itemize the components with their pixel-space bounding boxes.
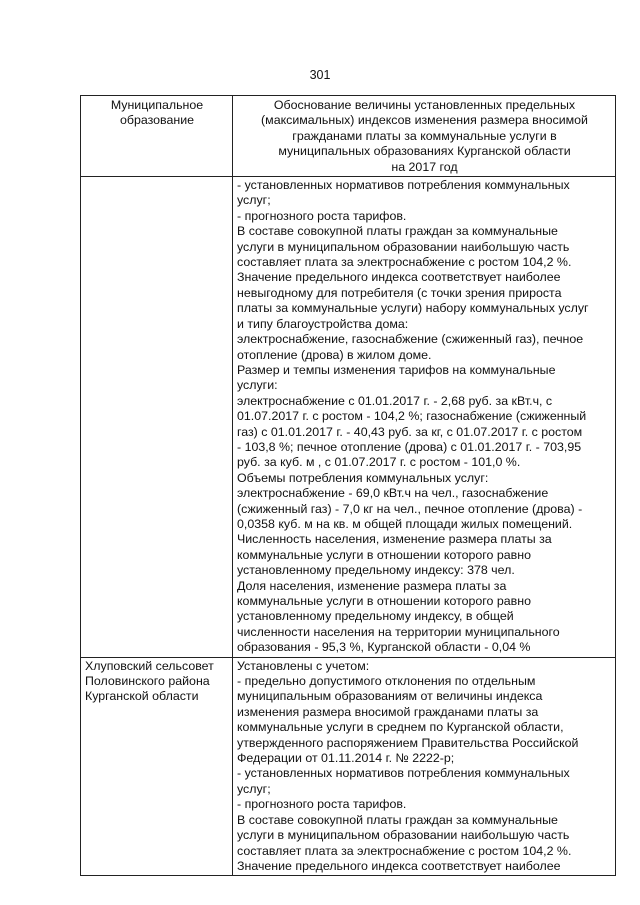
text-line: (сжиженный газ) - 7,0 кг на чел., печное отопление (дрова) - [237,501,583,516]
text-line: муниципальным образованиям от величины индекса [237,689,543,704]
text-line: Обоснование величины установленных предельных [273,98,576,112]
text-line: услуги в муниципальном образовании наибольшую часть [237,239,570,254]
text-line: Численность населения, изменение размера платы за [237,532,552,547]
table-row [81,177,616,658]
header-justification-text [237,98,612,175]
header-municipality-text [85,98,229,129]
text-line: составляет плата за электроснабжение с ростом 104,2 %. [237,255,572,270]
header-justification [233,96,616,177]
text-line: коммунальные услуги в среднем по Курганской области, [237,720,564,735]
text-line: 0,0358 куб. м на кв. м общей площади жилых помещений. [237,516,573,531]
text-line: платы за коммунальные услуги) набору коммунальных услуг [237,301,589,316]
text-line: - прогнозного роста тарифов. [237,208,407,223]
text-line: - прогнозного роста тарифов. [237,797,407,812]
justification-cell [233,177,616,658]
text-line: численности населения на территории муниципального [237,624,560,639]
text-line: электроснабжение с 01.01.2017 г. - 2,68 руб. за кВт.ч, с [237,393,553,408]
justification-cell [233,657,616,876]
text-line: электроснабжение, газоснабжение (сжиженный газ), печное [237,332,584,347]
municipality-cell [81,177,233,658]
justification-text [237,178,612,656]
text-line: Размер и темпы изменения тарифов на коммунальные [237,362,556,377]
text-line: Хлуповский сельсовет [85,658,214,673]
text-line: Объемы потребления коммунальных услуг: [237,470,489,485]
text-line: Муниципальное [110,98,204,112]
text-line: 01.07.2017 г. с ростом - 104,2 %; газоснабжение (сжиженный [237,409,587,424]
text-line: гражданами платы за коммунальные услуги в [292,128,557,143]
text-line: Установлены с учетом: [237,658,370,673]
text-line: Половинского района [85,674,210,689]
table-row [81,657,616,876]
table-header-row [81,96,616,177]
municipality-name [85,659,229,705]
text-line: утвержденного распоряжением Правительства Российской [237,735,579,750]
text-line: В составе совокупной платы граждан за коммунальные [237,224,558,239]
text-line: услуг; [237,781,271,796]
text-line: изменения размера вносимой гражданами платы за [237,704,539,719]
municipality-cell [81,657,233,876]
text-line: электроснабжение - 69,0 кВт.ч на чел., газоснабжение [237,486,549,501]
text-line: муниципальных образованиях Курганской области [278,144,571,159]
text-line: установленному предельному индексу: 378 чел. [237,563,515,578]
text-line: невыгодному для потребителя (с точки зрения прироста [237,285,562,300]
text-line: Доля населения, изменение размера платы за [237,578,507,593]
text-line: - установленных нормативов потребления коммунальных [237,178,570,193]
text-line: - 103,8 %; печное отопление (дрова) с 01.01.2017 г. - 703,95 [237,439,582,454]
text-line: Значение предельного индекса соответствует наиболее [237,270,561,285]
text-line: (максимальных) индексов изменения размера вносимой [261,113,588,128]
text-line: - установленных нормативов потребления коммунальных [237,766,570,781]
text-line: коммунальные услуги в отношении которого равно [237,594,531,608]
header-municipality [81,96,233,177]
text-line: В составе совокупной платы граждан за коммунальные [237,812,558,827]
text-line: - предельно допустимого отклонения по отдельным [237,674,536,689]
text-line: образование [119,113,195,128]
text-line: установленному предельному индексу, в общей [237,609,514,624]
justification-text [237,659,612,875]
text-line: образования - 95,3 %, Курганской области - 0,04 % [237,640,531,655]
justification-table [80,95,616,876]
text-line: на 2017 год [391,159,458,174]
text-line: отопление (дрова) в жилом доме. [237,347,432,362]
text-line: и типу благоустройства дома: [237,316,409,331]
text-line: Федерации от 01.11.2014 г. № 2222-р; [237,751,455,766]
text-line: газ) с 01.01.2017 г. - 40,43 руб. за кг, с 01.07.2017 г. с ростом [237,424,583,439]
text-line: Значение предельного индекса соответствует наиболее [237,858,561,873]
text-line: услуги в муниципальном образовании наибольшую часть [237,828,570,843]
text-line: составляет плата за электроснабжение с ростом 104,2 %. [237,843,572,858]
text-line: услуг; [237,193,271,208]
text-line: услуги: [237,378,278,393]
text-line: руб. за куб. м , с 01.07.2017 г. с ростом - 101,0 %. [237,455,521,470]
text-line: Курганской области [85,689,199,704]
text-line: коммунальные услуги в отношении которого равно [237,547,531,562]
page-number: 301 [309,68,331,82]
